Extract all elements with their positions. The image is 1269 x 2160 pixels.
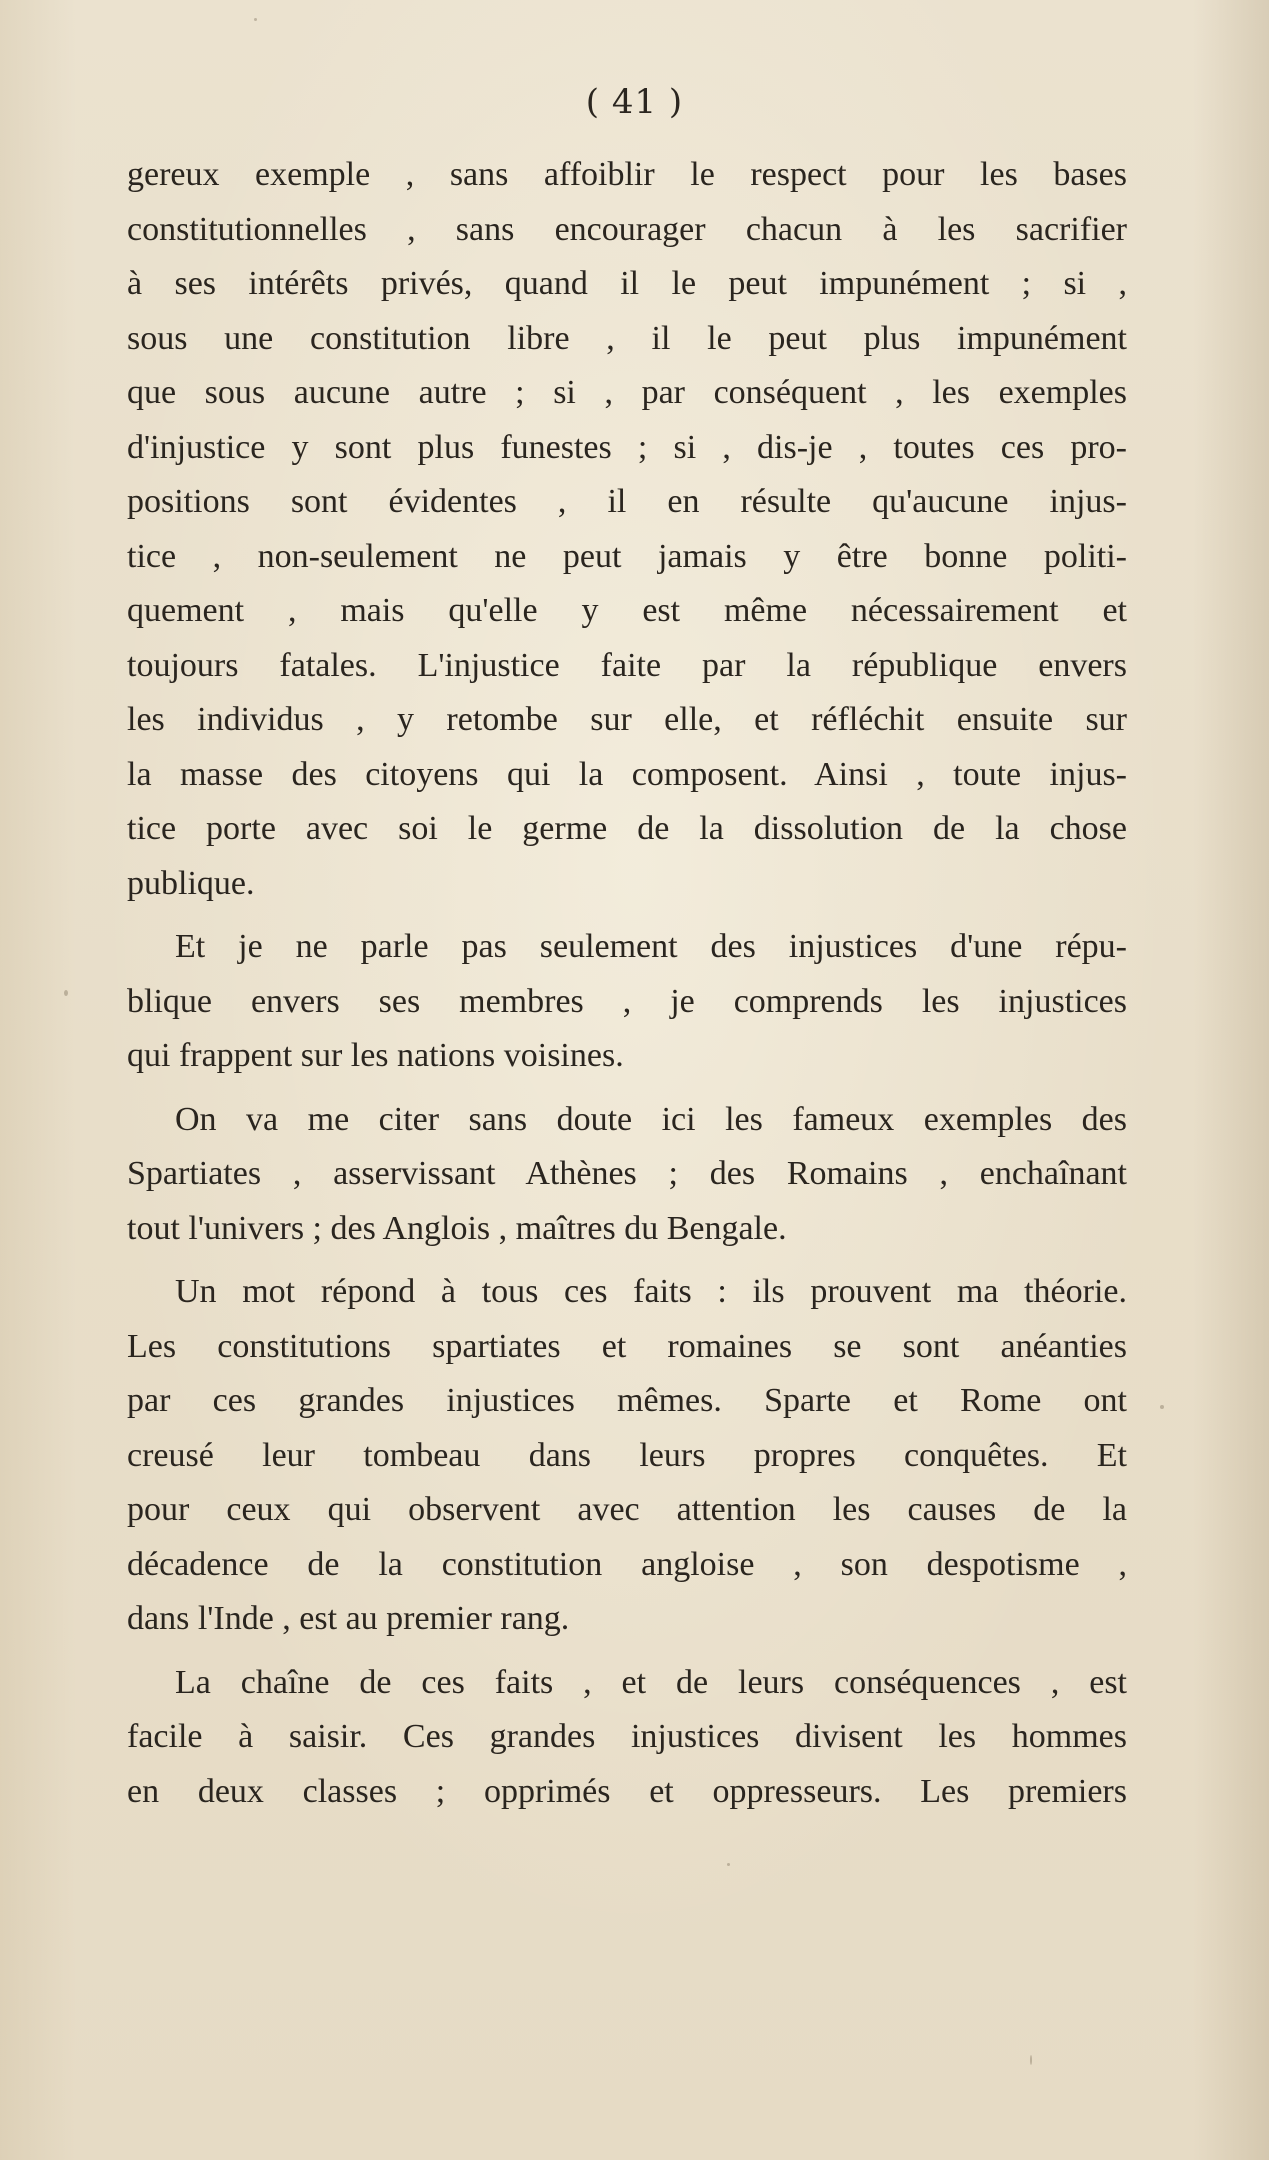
text-line: décadence de la constitution angloise , son despotisme , <box>127 1545 1127 1583</box>
text-line: par ces grandes injustices mêmes. Sparte et Rome ont <box>127 1382 1127 1419</box>
paragraph-3 <box>127 1093 1127 1257</box>
text-line: en deux classes ; opprimés et oppresseurs. Les premiers <box>127 1772 1127 1810</box>
text-line: positions sont évidentes , il en résulte qu'aucune injus- <box>127 483 1127 520</box>
body-text <box>127 148 1127 1819</box>
paragraph-1 <box>127 148 1127 911</box>
paper-speck <box>254 18 257 21</box>
text-line: blique envers ses membres , je comprends les injustices <box>127 982 1127 1020</box>
text-line: dans l'Inde , est au premier rang. <box>127 1600 570 1637</box>
text-line: sous une constitution libre , il le peut plus impunément <box>127 319 1127 357</box>
text-line: qui frappent sur les nations voisines. <box>127 1037 624 1074</box>
text-line: gereux exemple , sans affoiblir le respect pour les bases <box>127 156 1127 193</box>
text-line: facile à saisir. Ces grandes injustices divisent les hommes <box>127 1718 1127 1755</box>
paragraph-2 <box>127 920 1127 1084</box>
text-line: constitutionnelles , sans encourager chacun à les sacrifier <box>127 210 1127 248</box>
text-line: d'injustice y sont plus funestes ; si , dis-je , toutes ces pro- <box>127 428 1127 466</box>
paragraph-4 <box>127 1265 1127 1647</box>
text-line: creusé leur tombeau dans leurs propres conquêtes. Et <box>127 1436 1127 1474</box>
paper-speck <box>727 1863 730 1866</box>
text-line: On va me citer sans doute ici les fameux exemples des <box>175 1100 1127 1138</box>
text-line: tice porte avec soi le germe de la dissolution de la chose <box>127 810 1127 847</box>
text-line: Un mot répond à tous ces faits : ils prouvent ma théorie. <box>175 1273 1127 1310</box>
text-line: la masse des citoyens qui la composent. Ainsi , toute injus- <box>127 755 1127 793</box>
paragraph-5 <box>127 1656 1127 1820</box>
text-line: tout l'univers ; des Anglois , maîtres du Bengale. <box>127 1209 787 1247</box>
text-line: publique. <box>127 864 255 902</box>
text-line: les individus , y retombe sur elle, et réfléchit ensuite sur <box>127 701 1127 738</box>
paper-speck <box>1030 2055 1032 2065</box>
text-line: à ses intérêts privés, quand il le peut impunément ; si , <box>127 265 1127 302</box>
text-line: Spartiates , asservissant Athènes ; des Romains , enchaînant <box>127 1155 1127 1192</box>
text-line: tice , non-seulement ne peut jamais y être bonne politi- <box>127 537 1127 575</box>
text-line: Et je ne parle pas seulement des injustices d'une répu- <box>175 928 1127 965</box>
paper-speck <box>1160 1405 1164 1409</box>
paper-speck <box>64 990 68 996</box>
text-line: pour ceux qui observent avec attention les causes de la <box>127 1491 1127 1528</box>
text-line: La chaîne de ces faits , et de leurs conséquences , est <box>175 1663 1127 1701</box>
text-line: toujours fatales. L'injustice faite par la république envers <box>127 646 1127 684</box>
text-line: quement , mais qu'elle y est même nécessairement et <box>127 592 1127 629</box>
text-line: Les constitutions spartiates et romaines se sont anéanties <box>127 1327 1127 1365</box>
page-number: ( 41 ) <box>585 82 684 122</box>
text-line: que sous aucune autre ; si , par conséquent , les exemples <box>127 374 1127 411</box>
